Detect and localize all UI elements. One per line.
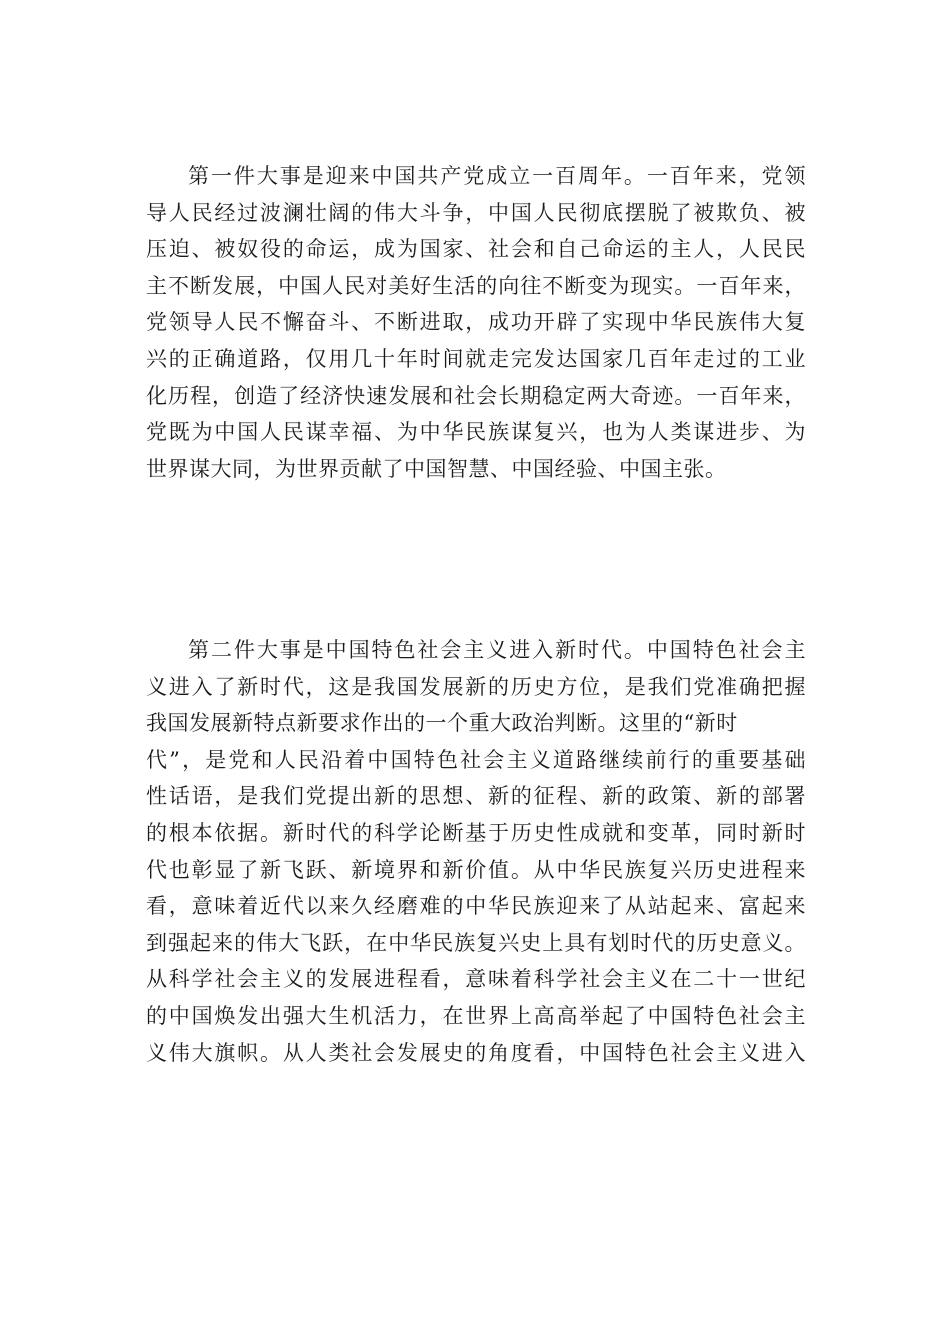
paragraph-line: 的根本依据。新时代的科学论断基于历史性成就和变革，同时新时 (146, 820, 806, 845)
paragraph-line: 导人民经过波澜壮阔的伟大斗争，中国人民彻底摆脱了被欺负、被 (146, 200, 806, 225)
paragraph-line: 世界谋大同，为世界贡献了中国智慧、中国经验、中国主张。 (146, 456, 727, 481)
paragraph-line: 性话语，是我们党提出新的思想、新的征程、新的政策、新的部署 (146, 784, 806, 809)
paragraph-line: 第一件大事是迎来中国共产党成立一百周年。一百年来，党领 (188, 164, 806, 188)
paragraph-first-event (146, 158, 806, 487)
paragraph-line: 化历程，创造了经济快速发展和社会长期稳定两大奇迹。一百年来， (146, 383, 806, 408)
paragraph-line: 的中国焕发出强大生机活力，在世界上高高举起了中国特色社会主 (146, 1003, 806, 1028)
paragraph-line: 从科学社会主义的发展进程看，意味着科学社会主义在二十一世纪 (146, 967, 806, 992)
paragraph-line: 代”，是党和人民沿着中国特色社会主义道路继续前行的重要基础 (146, 747, 806, 772)
paragraph-second-event (146, 632, 806, 1071)
paragraph-line: 第二件大事是中国特色社会主义进入新时代。中国特色社会主 (188, 638, 806, 662)
paragraph-line: 党既为中国人民谋幸福、为中华民族谋复兴，也为人类谋进步、为 (146, 420, 806, 445)
paragraph-line: 看，意味着近代以来久经磨难的中华民族迎来了从站起来、富起来 (146, 894, 806, 919)
paragraph-line: 压迫、被奴役的命运，成为国家、社会和自己命运的主人，人民民 (146, 237, 806, 262)
paragraph-line: 到强起来的伟大飞跃，在中华民族复兴史上具有划时代的历史意义。 (146, 930, 806, 955)
paragraph-line: 主不断发展，中国人民对美好生活的向往不断变为现实。一百年来， (146, 273, 806, 298)
paragraph-line: 我国发展新特点新要求作出的一个重大政治判断。这里的“新时 (146, 711, 738, 736)
paragraph-line: 义进入了新时代，这是我国发展新的历史方位，是我们党准确把握 (146, 674, 806, 699)
paragraph-line: 兴的正确道路，仅用几十年时间就走完发达国家几百年走过的工业 (146, 346, 806, 371)
paragraph-line: 党领导人民不懈奋斗、不断进取，成功开辟了实现中华民族伟大复 (146, 310, 806, 335)
paragraph-line: 义伟大旗帜。从人类社会发展史的角度看，中国特色社会主义进入 (146, 1040, 806, 1065)
paragraph-line: 代也彰显了新飞跃、新境界和新价值。从中华民族复兴历史进程来 (146, 857, 806, 882)
